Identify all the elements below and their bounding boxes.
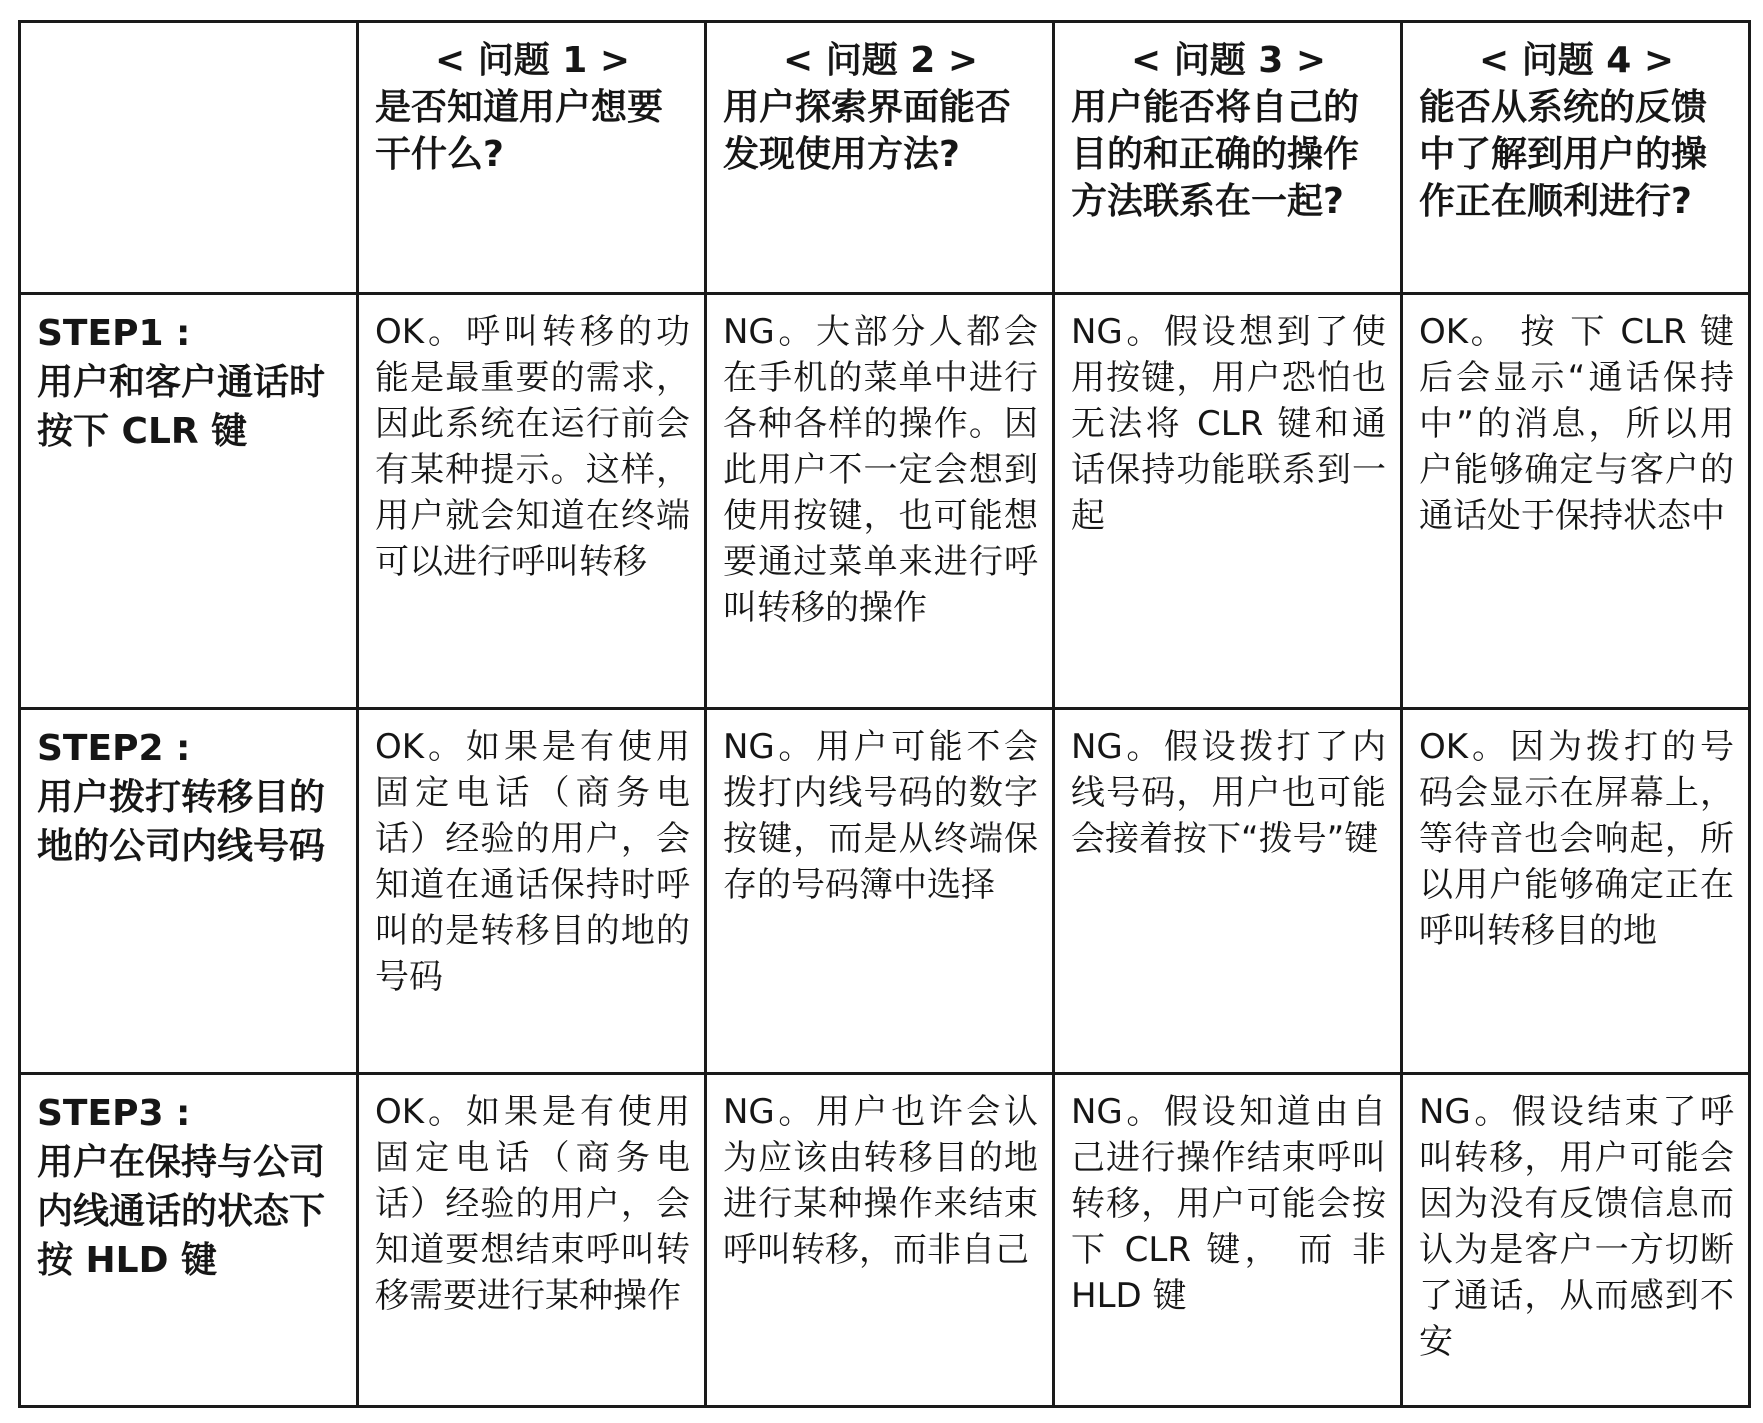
- answer-cell-s1-q2: NG。大部分人都会在手机的菜单中进行各种各样的操作。因此用户不一定会想到使用按键，也可能想要通过菜单来进行呼叫转移的操作: [706, 294, 1054, 709]
- question-title: < 问题 1 >: [435, 40, 630, 81]
- answer-cell-s2-q2: NG。用户可能不会拨打内线号码的数字按键，而是从终端保存的号码簿中选择: [706, 709, 1054, 1074]
- header-row: [20, 22, 1750, 294]
- step-header-3: [20, 1074, 358, 1407]
- answer-cell-s2-q4: OK。因为拨打的号码会显示在屏幕上，等待音也会响起，所以用户能够确定正在呼叫转移目的地: [1402, 709, 1750, 1074]
- step-description: 用户和客户通话时按下 CLR 键: [37, 362, 326, 452]
- question-text: 是否知道用户想要干什么?: [375, 87, 664, 175]
- question-text: 用户探索界面能否发现使用方法?: [723, 87, 1012, 175]
- step-row-2: [20, 709, 1750, 1074]
- step-description: 用户拨打转移目的地的公司内线号码: [37, 777, 326, 867]
- question-header-2: [706, 22, 1054, 294]
- step-label: STEP1 :: [37, 313, 191, 354]
- question-title: < 问题 2 >: [783, 40, 978, 81]
- question-title: < 问题 4 >: [1479, 40, 1674, 81]
- step-label: STEP2 :: [37, 728, 191, 769]
- corner-cell: [20, 22, 358, 294]
- answer-cell-s1-q3: NG。假设想到了使用按键，用户恐怕也无法将 CLR 键和通话保持功能联系到一起: [1054, 294, 1402, 709]
- answer-cell-s3-q3: NG。假设知道由自己进行操作结束呼叫转移，用户可能会按下 CLR 键， 而 非 HLD 键: [1054, 1074, 1402, 1407]
- answer-cell-s3-q1: OK。如果是有使用固定电话（商务电话）经验的用户，会知道要想结束呼叫转移需要进行某种操作: [358, 1074, 706, 1407]
- step-row-3: [20, 1074, 1750, 1407]
- question-text: 能否从系统的反馈中了解到用户的操作正在顺利进行?: [1419, 87, 1708, 222]
- step-row-1: [20, 294, 1750, 709]
- walkthrough-table: [18, 20, 1751, 1408]
- question-header-4: [1402, 22, 1750, 294]
- answer-cell-s1-q4: OK。 按 下 CLR 键后会显示“通话保持中”的消息，所以用户能够确定与客户的通话处于保持状态中: [1402, 294, 1750, 709]
- step-header-1: [20, 294, 358, 709]
- step-label: STEP3 :: [37, 1093, 191, 1134]
- answer-cell-s1-q1: OK。呼叫转移的功能是最重要的需求，因此系统在运行前会有某种提示。这样，用户就会知道在终端可以进行呼叫转移: [358, 294, 706, 709]
- answer-cell-s3-q2: NG。用户也许会认为应该由转移目的地进行某种操作来结束呼叫转移，而非自己: [706, 1074, 1054, 1407]
- question-title: < 问题 3 >: [1131, 40, 1326, 81]
- answer-cell-s3-q4: NG。假设结束了呼叫转移，用户可能会因为没有反馈信息而认为是客户一方切断了通话，从而感到不安: [1402, 1074, 1750, 1407]
- question-header-1: [358, 22, 706, 294]
- step-header-2: [20, 709, 358, 1074]
- question-text: 用户能否将自己的目的和正确的操作方法联系在一起?: [1071, 87, 1360, 222]
- question-header-3: [1054, 22, 1402, 294]
- step-description: 用户在保持与公司内线通话的状态下按 HLD 键: [37, 1142, 326, 1281]
- answer-cell-s2-q1: OK。如果是有使用固定电话（商务电话）经验的用户，会知道在通话保持时呼叫的是转移目的地的号码: [358, 709, 706, 1074]
- answer-cell-s2-q3: NG。假设拨打了内线号码，用户也可能会接着按下“拨号”键: [1054, 709, 1402, 1074]
